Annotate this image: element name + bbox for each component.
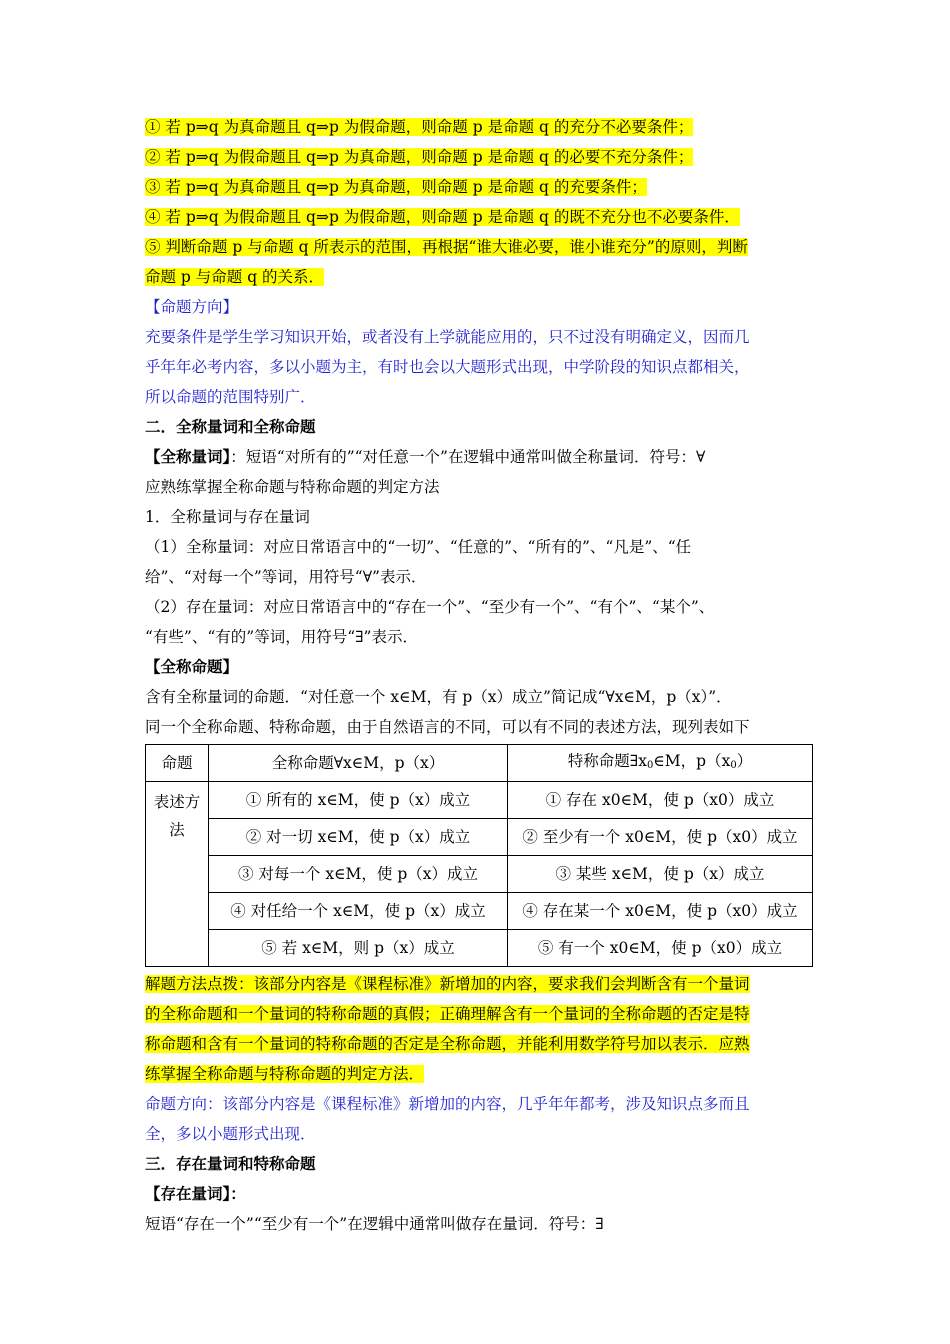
section-2-heading: 二．全称量词和全称命题 [145,417,316,436]
existential-quantifier-text: 短语“存在一个”“至少有一个”在逻辑中通常叫做存在量词．符号：∃ [145,1215,604,1233]
document-page [145,112,813,1239]
direction-line-1: 充要条件是学生学习知识开始，或者没有上学就能应用的，只不过没有明确定义，因而几 [145,328,750,346]
table-cell: ① 存在 x0∈M，使 p（x0）成立 [508,782,813,819]
direction-line-3: 所以命题的范围特别广． [145,388,316,406]
universal-proposition-line2: 同一个全称命题、特称命题，由于自然语言的不同，可以有不同的表述方法，现列表如下 [145,718,750,736]
universal-quantifier-para-line1: （1）全称量词：对应日常语言中的“一切”、“任意的”、“所有的”、“凡是”、“任 [145,538,692,556]
existential-quantifier-para-line1: （2）存在量词：对应日常语言中的“存在一个”、“至少有一个”、“有个”、“某个”、 [145,598,715,616]
table-col1-header: 全称命题∀x∈M，p（x） [209,745,508,782]
table-cell: ② 对一切 x∈M，使 p（x）成立 [209,819,508,856]
tips-line-4: 练掌握全称命题与特称命题的判定方法． [145,1065,425,1083]
table-cell: ③ 某些 x∈M，使 p（x）成立 [508,856,813,893]
table-col2-header: 特称命题$\exists x_0\in M$，$p(x_0)$ [508,745,813,782]
section-2-direction-line-1: 命题方向：该部分内容是《课程标准》新增加的内容，几乎年年都考，涉及知识点多而且 [145,1095,750,1113]
condition-item-2: ② 若 p⇒q 为假命题且 q⇒p 为真命题，则命题 p 是命题 q 的必要不充分条件； [145,148,694,166]
universal-quantifier-text: ：短语“对所有的”“对任意一个”在逻辑中通常叫做全称量词．符号：∀ [230,448,706,466]
table-row [146,856,813,893]
tips-line-2: 的全称命题和一个量词的特称命题的真假；正确理解含有一个量词的全称命题的否定是特 [145,1005,750,1023]
universal-quantifier-definition [145,442,813,472]
table-cell: ⑤ 有一个 x0∈M，使 p（x0）成立 [508,930,813,967]
section-2-direction-line-2: 全，多以小题形式出现． [145,1125,316,1143]
direction-label: 【命题方向】 [145,298,239,316]
table-cell: ② 至少有一个 x0∈M，使 p（x0）成立 [508,819,813,856]
expression-table [145,744,813,967]
section-3-heading: 三．存在量词和特称命题 [145,1154,316,1173]
table-cell: ④ 存在某一个 x0∈M，使 p（x0）成立 [508,893,813,930]
table-cell: ⑤ 若 x∈M，则 p（x）成立 [209,930,508,967]
universal-proposition-label: 【全称命题】 [145,657,239,676]
table-cell: ① 所有的 x∈M，使 p（x）成立 [209,782,508,819]
tips-line-3: 称命题和含有一个量词的特称命题的否定是全称命题，并能利用数学符号加以表示．应熟 [145,1035,750,1053]
table-header-row [146,745,813,782]
table-row-header: 表述方 法 [146,782,209,967]
subheading-quantifiers: 1．全称量词与存在量词 [145,508,310,526]
universal-quantifier-label: 【全称量词】 [145,447,231,466]
condition-item-1: ① 若 p⇒q 为真命题且 q⇒p 为假命题，则命题 p 是命题 q 的充分不必要条件； [145,118,694,136]
table-row [146,893,813,930]
existential-quantifier-label: 【存在量词】： [145,1184,246,1203]
condition-item-4: ④ 若 p⇒q 为假命题且 q⇒p 为假命题，则命题 p 是命题 q 的既不充分也不必要条件． [145,208,740,226]
master-line: 应熟练掌握全称命题与特称命题的判定方法 [145,478,440,496]
table-cell: ④ 对任给一个 x∈M，使 p（x）成立 [209,893,508,930]
existential-quantifier-para-line2: “有些”、“有的”等词，用符号“∃”表示． [145,628,418,646]
condition-item-5-line2: 命题 p 与命题 q 的关系． [145,268,325,286]
condition-item-5-line1: ⑤ 判断命题 p 与命题 q 所表示的范围，再根据“谁大谁必要，谁小谁充分”的原则，判断 [145,238,748,256]
tips-line-1: 解题方法点拨：该部分内容是《课程标准》新增加的内容，要求我们会判断含有一个量词 [145,975,750,993]
universal-quantifier-para-line2: 给”、“对每一个”等词，用符号“∀”表示． [145,568,427,586]
table-row [146,930,813,967]
table-row [146,819,813,856]
universal-proposition-line1: 含有全称量词的命题．“对任意一个 x∈M，有 p（x）成立”简记成“∀x∈M，p（x）”． [145,688,732,706]
table-row [146,782,813,819]
condition-item-3: ③ 若 p⇒q 为真命题且 q⇒p 为真命题，则命题 p 是命题 q 的充要条件； [145,178,647,196]
direction-line-2: 乎年年必考内容，多以小题为主，有时也会以大题形式出现，中学阶段的知识点都相关， [145,358,750,376]
table-cell: ③ 对每一个 x∈M，使 p（x）成立 [209,856,508,893]
table-corner: 命题 [146,745,209,782]
